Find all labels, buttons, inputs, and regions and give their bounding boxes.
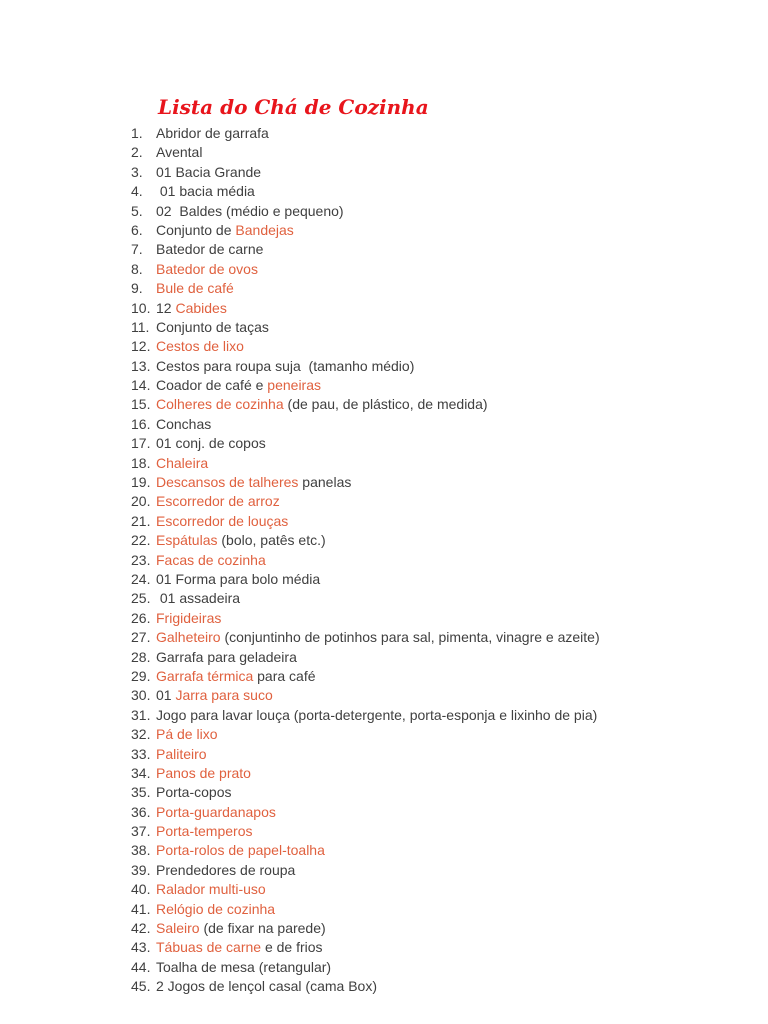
item-number: 28.: [131, 648, 151, 665]
item-number: 26.: [131, 609, 151, 626]
item-text: [156, 357, 414, 376]
item-number: 4.: [131, 183, 143, 200]
item-link[interactable]: Saleiro: [156, 920, 200, 937]
item-text-segment: Jogo para lavar louça (porta-detergente, porta-esponja e lixinho de pia): [156, 706, 598, 723]
item-text: [156, 124, 269, 143]
item-number: 13.: [131, 357, 151, 374]
item-text: [156, 318, 269, 337]
item-link[interactable]: Bule de café: [156, 280, 234, 297]
item-text-segment: Batedor de carne: [156, 241, 264, 258]
item-number: 45.: [131, 978, 151, 995]
item-link[interactable]: Galheteiro: [156, 629, 221, 646]
item-text-segment: Coador de café e: [156, 377, 268, 394]
item-link[interactable]: Chaleira: [156, 454, 209, 471]
item-number: 30.: [131, 687, 151, 704]
item-number: 32.: [131, 726, 151, 743]
item-link[interactable]: Facas de cozinha: [156, 551, 266, 568]
item-text-segment: Conchas: [156, 415, 212, 432]
item-text: [156, 492, 280, 511]
item-number: 20.: [131, 493, 151, 510]
item-text: [156, 900, 275, 919]
item-text: [156, 531, 326, 550]
item-link[interactable]: Bandejas: [235, 221, 294, 238]
item-text: [156, 628, 600, 647]
item-text: [156, 512, 288, 531]
item-number: 3.: [131, 163, 143, 180]
item-number: 40.: [131, 881, 151, 898]
item-text-segment: e de frios: [261, 939, 323, 956]
item-link[interactable]: Cestos de lixo: [156, 338, 244, 355]
item-number: 12.: [131, 338, 151, 355]
item-text: [156, 163, 261, 182]
item-number: 29.: [131, 667, 151, 684]
item-text: [156, 240, 263, 259]
item-text-segment: (de pau, de plástico, de medida): [283, 396, 488, 413]
item-text-segment: 2 Jogos de lençol casal (cama Box): [156, 978, 377, 995]
item-text: [156, 202, 344, 221]
item-text: [156, 919, 326, 938]
item-text-segment: (conjuntinho de potinhos para sal, pimenta, vinagre e azeite): [220, 629, 600, 646]
item-text: [156, 376, 321, 395]
item-text: [156, 589, 240, 608]
item-link[interactable]: Batedor de ovos: [156, 260, 258, 277]
item-number: 15.: [131, 396, 151, 413]
item-link[interactable]: Garrafa térmica: [156, 667, 254, 684]
item-text: [156, 260, 258, 279]
item-number: 7.: [131, 241, 143, 258]
item-text-segment: Conjunto de: [156, 221, 236, 238]
item-number: 8.: [131, 260, 143, 277]
item-number: 18.: [131, 454, 151, 471]
item-number: 17.: [131, 435, 151, 452]
item-link[interactable]: Relógio de cozinha: [156, 900, 276, 917]
item-text: [156, 143, 202, 162]
item-number: 25.: [131, 590, 151, 607]
item-text-segment: para café: [253, 667, 316, 684]
item-text: [156, 686, 273, 705]
item-number: 22.: [131, 532, 151, 549]
item-number: 38.: [131, 842, 151, 859]
item-link[interactable]: Paliteiro: [156, 745, 207, 762]
item-number: 43.: [131, 939, 151, 956]
item-text-segment: Porta-copos: [156, 784, 232, 801]
item-text: [156, 337, 244, 356]
item-number: 23.: [131, 551, 151, 568]
item-text: [156, 434, 266, 453]
item-link[interactable]: Colheres de cozinha: [156, 396, 284, 413]
item-text-segment: (de fixar na parede): [199, 920, 326, 937]
item-text: [156, 182, 255, 201]
item-link[interactable]: Jarra para suco: [175, 687, 273, 704]
item-text-segment: 01: [156, 687, 176, 704]
item-link[interactable]: Espátulas: [156, 532, 218, 549]
item-number: 2.: [131, 144, 143, 161]
item-link[interactable]: Porta-guardanapos: [156, 803, 276, 820]
item-text-segment: Conjunto de taças: [156, 318, 269, 335]
item-text: [156, 609, 221, 628]
item-number: 39.: [131, 861, 151, 878]
item-text: [156, 880, 266, 899]
item-number: 44.: [131, 958, 151, 975]
item-text: [156, 822, 252, 841]
item-number: 19.: [131, 474, 151, 491]
item-text: [156, 551, 266, 570]
item-text: [156, 745, 207, 764]
item-number: 24.: [131, 570, 151, 587]
item-link[interactable]: Tábuas de carne: [156, 939, 262, 956]
item-text: [156, 958, 331, 977]
item-link[interactable]: Pá de lixo: [156, 726, 218, 743]
item-text: [156, 454, 208, 473]
item-text-segment: 01 bacia média: [156, 183, 255, 200]
item-number: 5.: [131, 202, 143, 219]
item-text-segment: Abridor de garrafa: [156, 125, 269, 141]
item-text: [156, 783, 231, 802]
item-number: 41.: [131, 900, 151, 917]
item-number: 27.: [131, 629, 151, 646]
item-number: 9.: [131, 280, 143, 297]
item-link[interactable]: Escorredor de louças: [156, 512, 289, 529]
item-number: 1.: [131, 125, 143, 141]
item-number: 21.: [131, 512, 151, 529]
item-text: [156, 667, 316, 686]
item-link[interactable]: Frigideiras: [156, 609, 222, 626]
item-text-segment: (bolo, patês etc.): [217, 532, 326, 549]
item-text-segment: 01 assadeira: [156, 590, 241, 607]
item-text: [156, 648, 297, 667]
item-text: [156, 221, 294, 240]
item-link[interactable]: Porta-temperos: [156, 823, 253, 840]
item-text-segment: 12: [156, 299, 176, 316]
item-text: [156, 764, 251, 783]
document-title: Lista do Chá de Cozinha: [158, 95, 429, 119]
item-link[interactable]: Ralador multi-uso: [156, 881, 266, 898]
item-text-segment: Garrafa para geladeira: [156, 648, 297, 665]
item-text-segment: Avental: [156, 144, 203, 161]
item-number: 35.: [131, 784, 151, 801]
item-number: 37.: [131, 823, 151, 840]
item-link[interactable]: peneiras: [267, 377, 321, 394]
item-number: 34.: [131, 764, 151, 781]
item-text-segment: Toalha de mesa (retangular): [156, 958, 332, 975]
item-number: 16.: [131, 415, 151, 432]
item-text-segment: Cestos para roupa suja (tamanho médio): [156, 357, 415, 374]
item-text: [156, 861, 295, 880]
item-text: [156, 725, 217, 744]
item-number: 31.: [131, 706, 151, 723]
item-link[interactable]: Descansos de talheres: [156, 474, 299, 491]
item-link[interactable]: Panos de prato: [156, 764, 251, 781]
item-text-segment: 01 Bacia Grande: [156, 163, 262, 180]
item-text: [156, 395, 488, 414]
item-text-segment: 02 Baldes (médio e pequeno): [156, 202, 344, 219]
item-text: [156, 841, 325, 860]
item-number: 33.: [131, 745, 151, 762]
item-link[interactable]: Porta-rolos de papel-toalha: [156, 842, 325, 859]
item-text-segment: Prendedores de roupa: [156, 861, 296, 878]
item-number: 10.: [131, 299, 151, 316]
item-text: [156, 977, 377, 996]
item-text: [156, 803, 276, 822]
item-link[interactable]: Cabides: [175, 299, 227, 316]
item-number: 11.: [131, 318, 150, 335]
item-text: [156, 279, 234, 298]
item-number: 14.: [131, 377, 151, 394]
item-text-segment: panelas: [298, 474, 352, 491]
item-text-segment: 01 Forma para bolo média: [156, 570, 321, 587]
item-text: [156, 938, 323, 957]
item-text-segment: 01 conj. de copos: [156, 435, 266, 452]
item-link[interactable]: Escorredor de arroz: [156, 493, 280, 510]
item-number: 36.: [131, 803, 151, 820]
item-text: [156, 473, 351, 492]
item-text: [156, 706, 597, 725]
item-text: [156, 299, 227, 318]
item-number: 42.: [131, 920, 151, 937]
item-text: [156, 415, 211, 434]
item-number: 6.: [131, 221, 143, 238]
item-text: [156, 570, 320, 589]
